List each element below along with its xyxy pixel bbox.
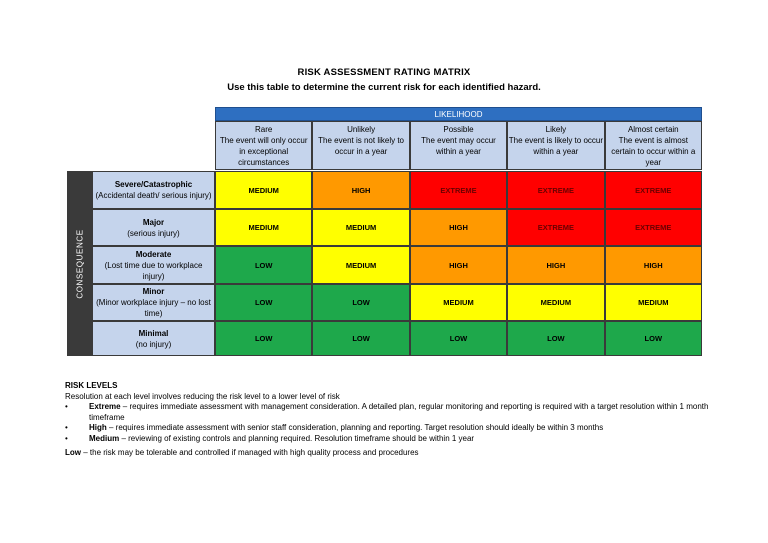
consequence-row-header [92, 246, 215, 284]
rating-cell: LOW [410, 321, 507, 356]
likelihood-column-header [605, 121, 702, 170]
consequence-row-header [92, 171, 215, 209]
rating-cell: HIGH [312, 171, 409, 209]
rating-cell: LOW [215, 284, 312, 321]
risk-level-item [65, 423, 745, 434]
consequence-name: Minor [142, 287, 165, 296]
risk-level-name: High [89, 423, 107, 432]
consequence-description: (Lost time due to workplace injury) [104, 260, 203, 281]
consequence-label: CONSEQUENCE [75, 228, 84, 299]
risk-levels-heading: RISK LEVELS [65, 381, 118, 390]
risk-level-low [65, 448, 745, 459]
likelihood-description: The event will only occur in exceptional circumstances [219, 136, 308, 167]
risk-level-name: Extreme [89, 402, 121, 411]
rating-cell: HIGH [507, 246, 604, 284]
likelihood-name: Almost certain [627, 125, 679, 134]
likelihood-column-header [312, 121, 409, 170]
rating-cell: MEDIUM [312, 246, 409, 284]
risk-levels-legend [65, 381, 745, 459]
likelihood-description: The event is likely to occur within a year [508, 136, 604, 156]
consequence-name: Minimal [138, 328, 169, 338]
rating-cell: LOW [312, 321, 409, 356]
consequence-description: (Accidental death/ serious injury) [95, 191, 212, 200]
rating-cell: MEDIUM [215, 209, 312, 246]
likelihood-name: Possible [443, 125, 474, 134]
rating-cell: MEDIUM [312, 209, 409, 246]
risk-level-item [65, 402, 745, 423]
likelihood-description: The event is not likely to occur in a year [318, 136, 404, 156]
rating-cell: MEDIUM [605, 284, 702, 321]
consequence-row-header [92, 284, 215, 321]
likelihood-description: The event may occur within a year [421, 136, 496, 156]
likelihood-description: The event is almost certain to occur within a year [611, 136, 696, 167]
rating-cell: LOW [605, 321, 702, 356]
rating-cell: LOW [215, 246, 312, 284]
rating-cell: LOW [312, 284, 409, 321]
rating-cell: MEDIUM [410, 284, 507, 321]
likelihood-name: Rare [255, 125, 273, 134]
risk-level-text: – the risk may be tolerable and controlled if managed with high quality process and procedures [81, 448, 419, 457]
consequence-name: Major [142, 217, 165, 227]
likelihood-column-header [507, 121, 604, 170]
likelihood-column-header [410, 121, 507, 170]
consequence-header [67, 171, 92, 356]
page-subtitle: Use this table to determine the current risk for each identified hazard. [227, 82, 541, 93]
risk-level-text: – reviewing of existing controls and planning required. Resolution timeframe should be within 1 year [119, 433, 475, 443]
risk-level-text: – requires immediate assessment with senior staff consideration, planning and reporting. Target resolution should ideally be within 3 months [106, 423, 604, 432]
consequence-name: Severe/Catastrophic [114, 180, 193, 189]
risk-level-item [65, 434, 745, 445]
risk-level-name: Low [65, 448, 81, 457]
rating-cell: LOW [507, 321, 604, 356]
rating-cell: MEDIUM [215, 171, 312, 209]
rating-cell: EXTREME [507, 171, 604, 209]
consequence-description: (no injury) [135, 339, 172, 349]
likelihood-name: Likely [545, 125, 567, 134]
rating-cell: MEDIUM [507, 284, 604, 321]
rating-cell: HIGH [410, 246, 507, 284]
bullet-icon: • [65, 433, 68, 443]
rating-cell: EXTREME [605, 171, 702, 209]
rating-cell: HIGH [410, 209, 507, 246]
consequence-description: (serious injury) [127, 228, 180, 238]
risk-levels-intro: Resolution at each level involves reducing the risk level to a lower level of risk [65, 391, 340, 401]
bullet-icon: • [65, 423, 68, 432]
rating-cell: LOW [215, 321, 312, 356]
consequence-row-header [92, 209, 215, 246]
rating-cell: HIGH [605, 246, 702, 284]
rating-cell: EXTREME [507, 209, 604, 246]
likelihood-column-header [215, 121, 312, 170]
page-title: RISK ASSESSMENT RATING MATRIX [297, 67, 471, 78]
consequence-name: Moderate [135, 249, 172, 259]
risk-level-text: – requires immediate assessment with management consideration. A detailed plan, regular monitoring and reporting is required with a target resolution within 1 month timeframe [89, 402, 709, 422]
likelihood-header: LIKELIHOOD [215, 107, 702, 121]
risk-level-name: Medium [89, 433, 120, 443]
likelihood-name: Unlikely [347, 125, 376, 134]
risk-levels-list [65, 402, 745, 444]
rating-cell: EXTREME [605, 209, 702, 246]
consequence-description: (Minor workplace injury – no lost time) [96, 298, 211, 318]
rating-cell: EXTREME [410, 171, 507, 209]
consequence-row-header [92, 321, 215, 356]
bullet-icon: • [65, 402, 68, 411]
